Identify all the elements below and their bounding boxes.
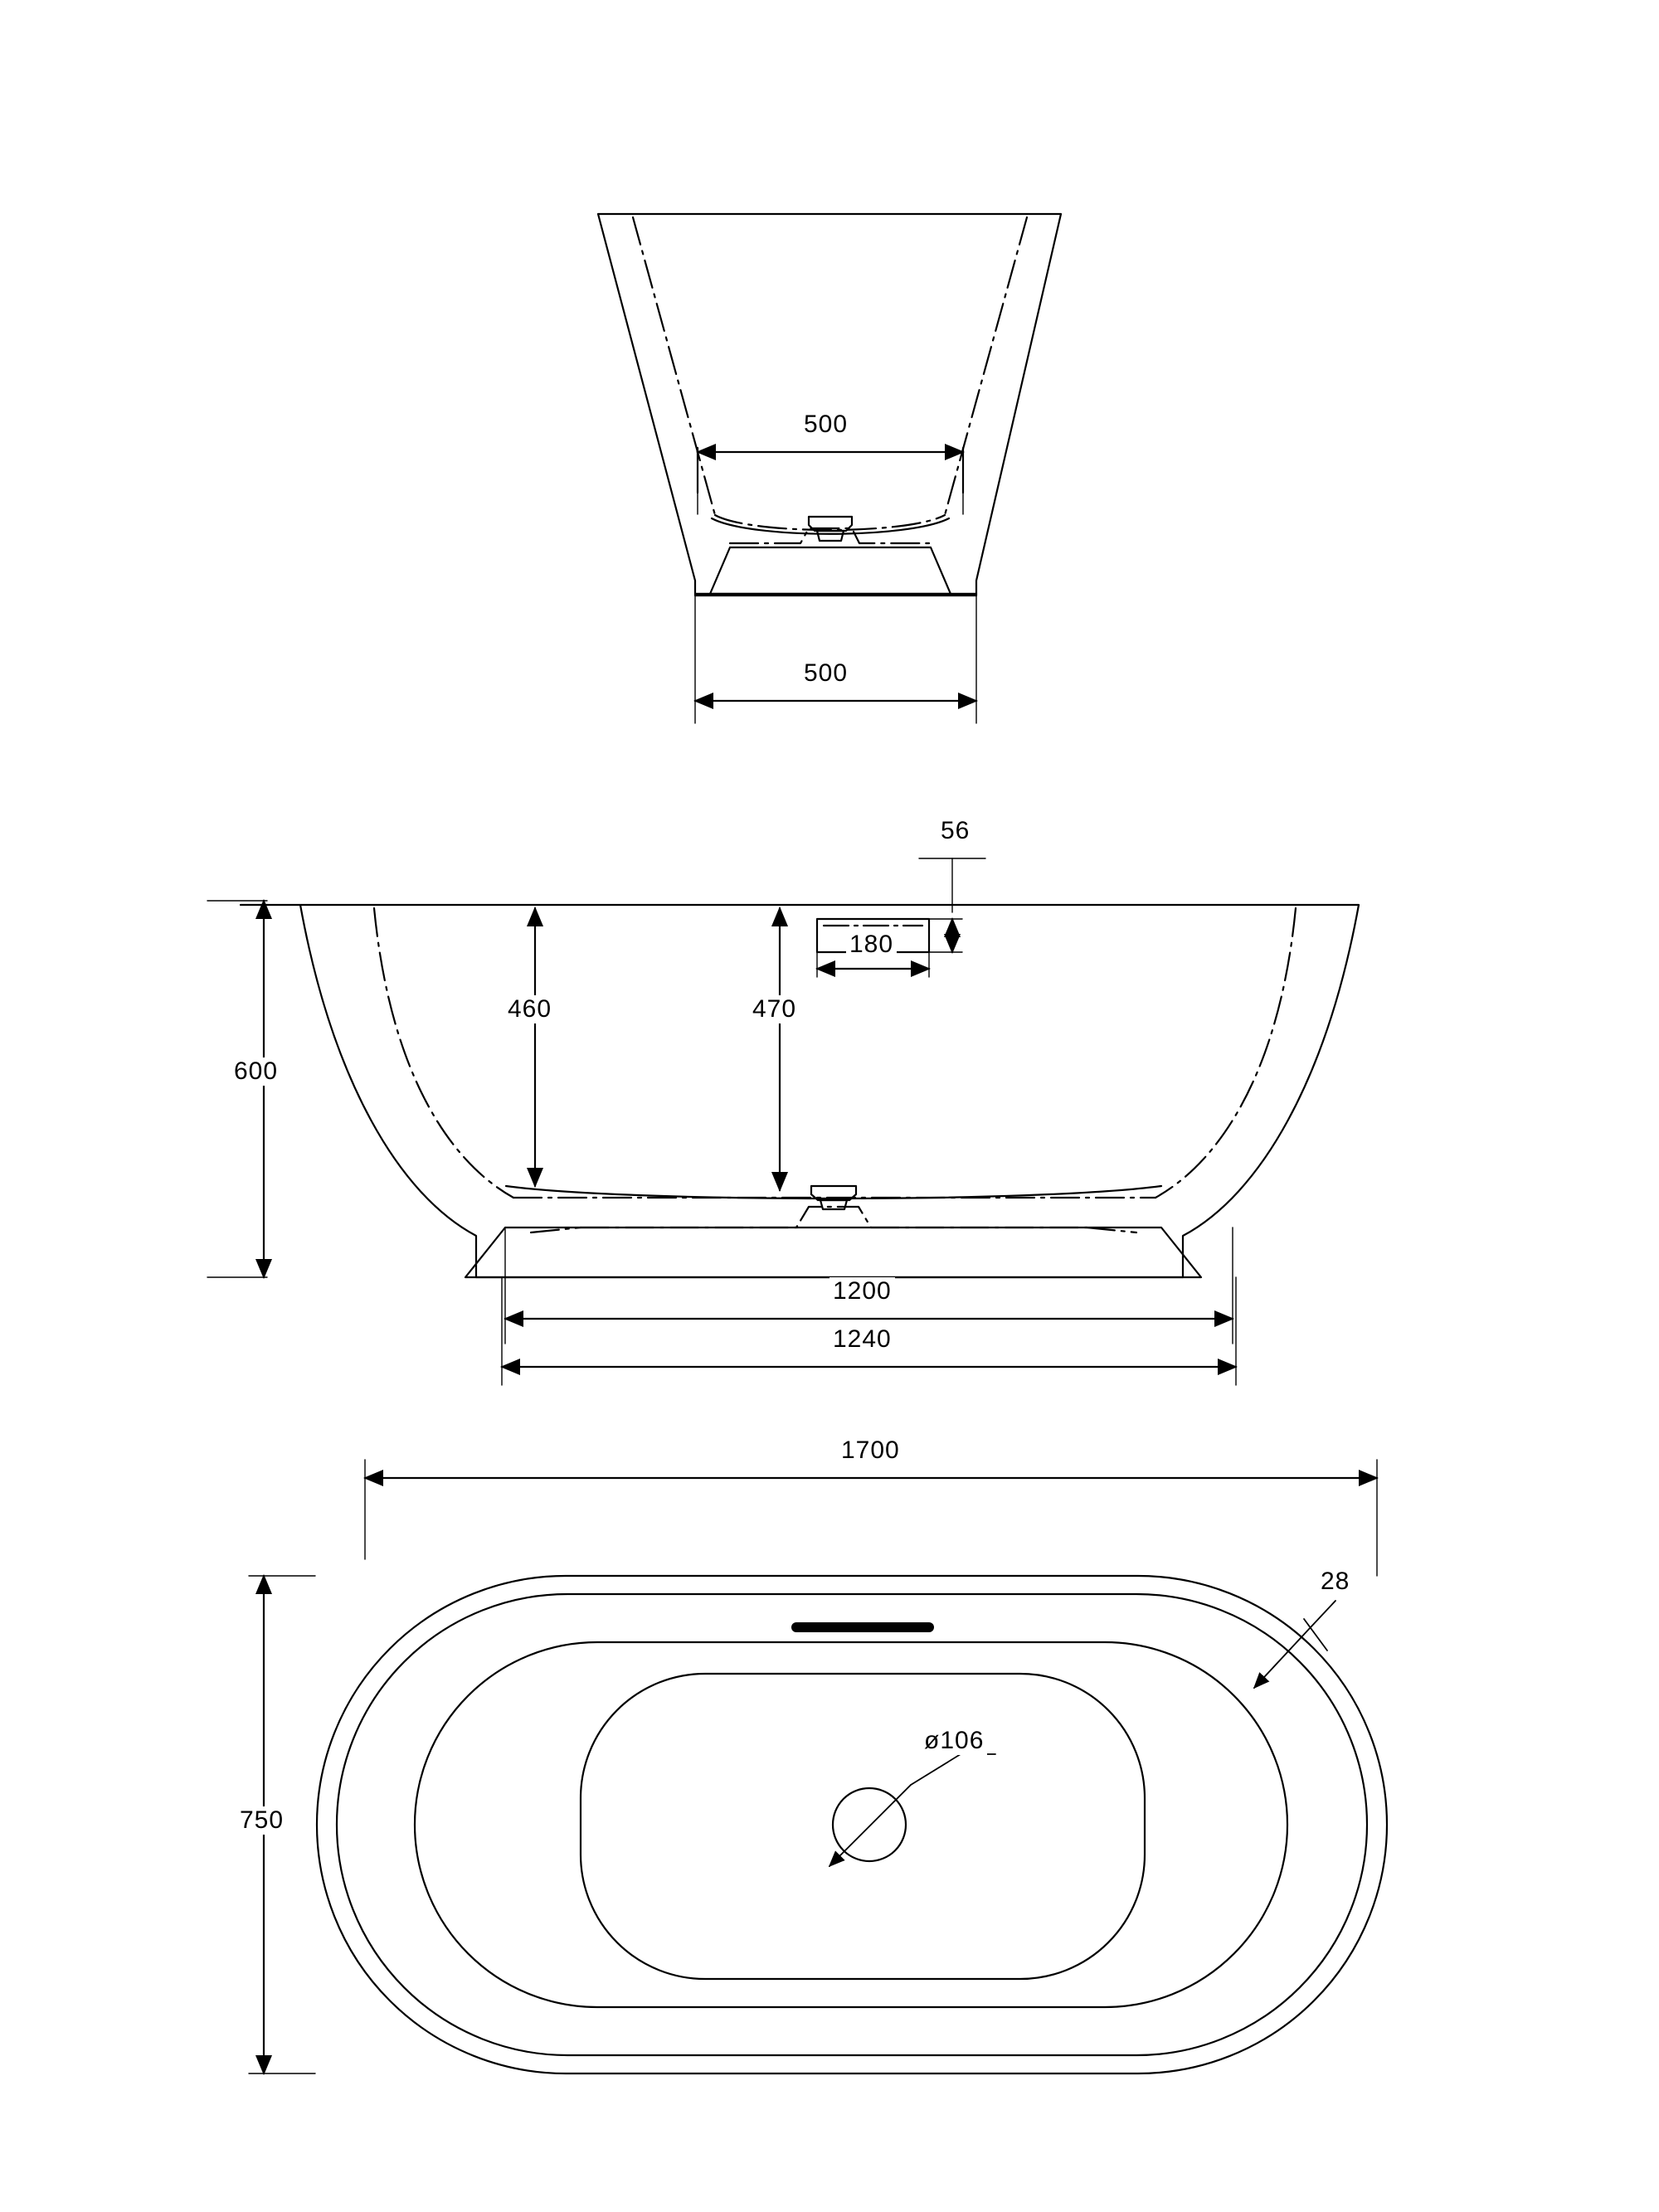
dim-overflow-height: 56 bbox=[937, 817, 973, 845]
dim-end-top-width: 500 bbox=[800, 411, 851, 439]
view-side-elevation bbox=[207, 858, 1390, 1385]
view-plan bbox=[249, 1460, 1387, 2073]
dim-overall-length: 1700 bbox=[838, 1437, 903, 1465]
dim-rim-thickness: 28 bbox=[1317, 1568, 1353, 1596]
dim-base-outer-length: 1240 bbox=[830, 1325, 895, 1354]
dim-overall-width: 750 bbox=[236, 1806, 287, 1835]
view-end-elevation bbox=[598, 214, 1061, 723]
dim-inner-depth-center: 470 bbox=[749, 995, 800, 1023]
dim-waste-diameter: ø106 bbox=[921, 1727, 987, 1755]
dim-overall-height: 600 bbox=[231, 1057, 281, 1086]
dim-base-inner-length: 1200 bbox=[830, 1277, 895, 1305]
dim-inner-depth-left: 460 bbox=[504, 995, 555, 1023]
dim-overflow-width: 180 bbox=[846, 931, 897, 959]
dim-end-base-width: 500 bbox=[800, 659, 851, 688]
